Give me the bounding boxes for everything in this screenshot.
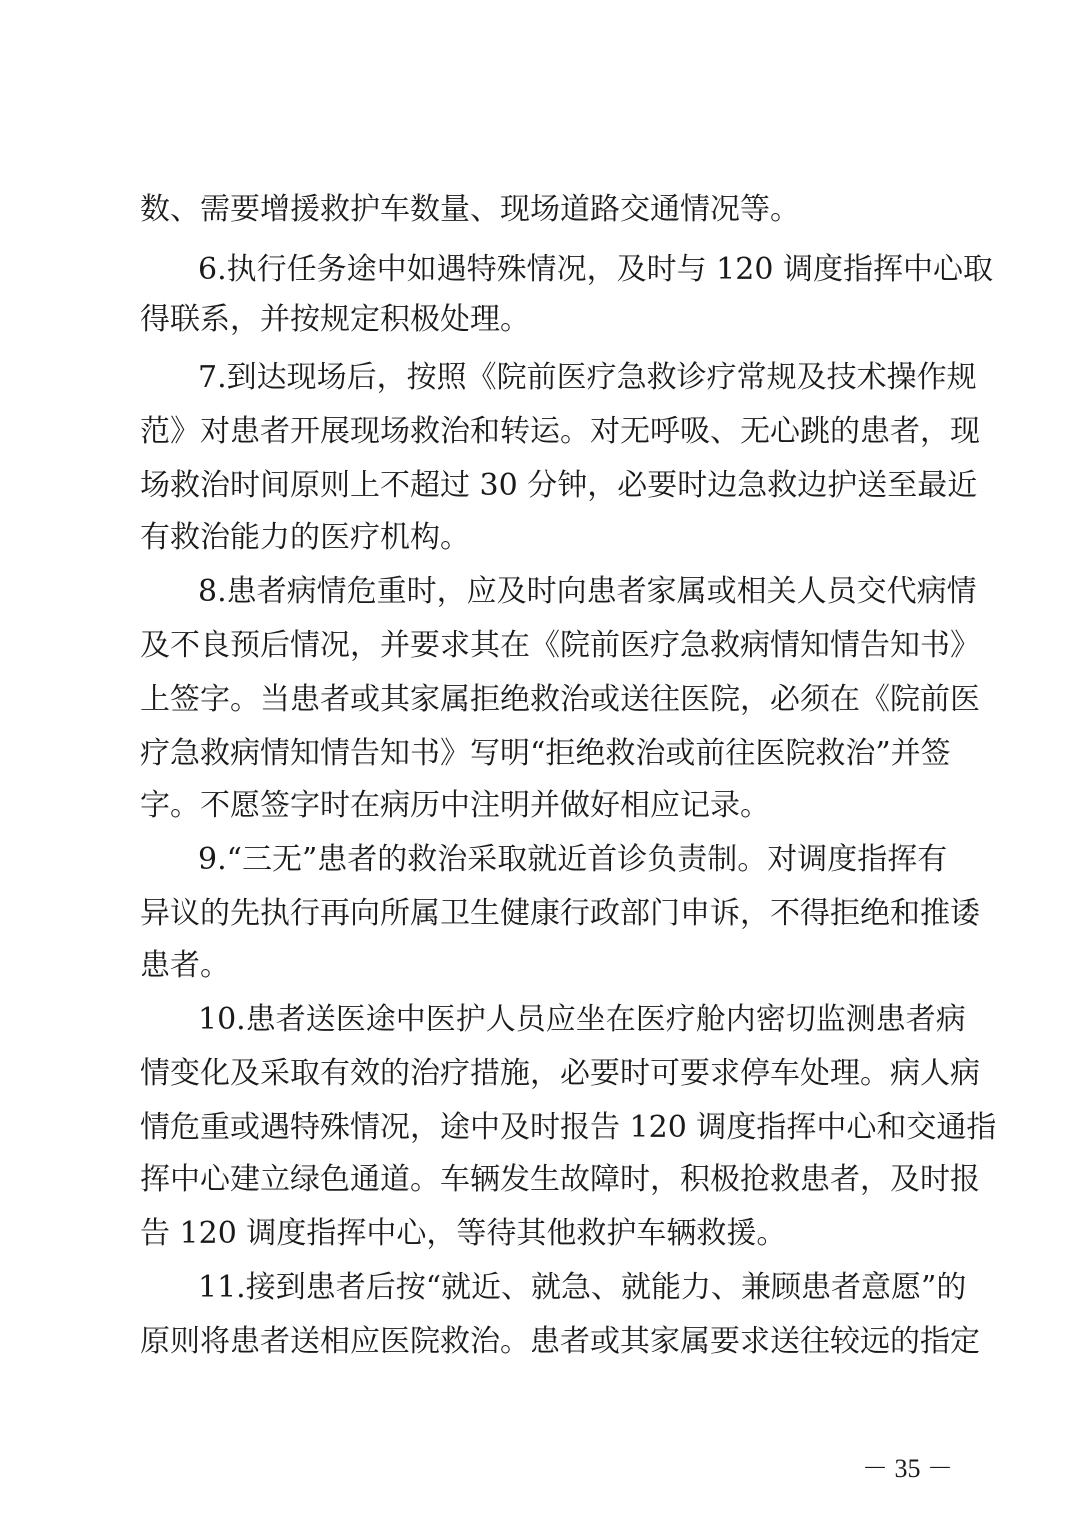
text-line: 范》对患者开展现场救治和转运。对无呼吸、无心跳的患者，现 [140,414,980,449]
text-line: 场救治时间原则上不超过 30 分钟，必要时边急救边护送至最近 [140,468,978,503]
text-line: 情危重或遇特殊情况，途中及时报告 120 调度指挥中心和交通指 [140,1110,997,1145]
text-line: 挥中心建立绿色通道。车辆发生故障时，积极抢救患者，及时报 [140,1162,980,1197]
text-line: 及不良预后情况，并要求其在《院前医疗急救病情知情告知书》 [140,628,980,663]
text-line: 告 120 调度指挥中心，等待其他救护车辆救援。 [140,1216,787,1251]
text-line: 患者。 [140,948,230,983]
text-line: 上签字。当患者或其家属拒绝救治或送往医院，必须在《院前医 [140,682,980,717]
text-line: 6.执行任务途中如遇特殊情况，及时与 120 调度指挥中心取 [198,252,993,287]
text-line: 数、需要增援救护车数量、现场道路交通情况等。 [140,192,800,227]
text-line: 9.“三无”患者的救治采取就近首诊负责制。对调度指挥有 [198,842,948,877]
text-line: 异议的先执行再向所属卫生健康行政部门申诉，不得拒绝和推诿 [140,896,980,931]
text-line: 有救治能力的医疗机构。 [140,520,470,555]
text-line: 疗急救病情知情告知书》写明“拒绝救治或前往医院救治”并签 [140,736,951,771]
text-line: 7.到达现场后，按照《院前医疗急救诊疗常规及技术操作规 [198,360,977,395]
text-line: 10.患者送医途中医护人员应坐在医疗舱内密切监测患者病 [198,1002,966,1037]
page-number: － 35 － [862,1454,954,1483]
text-line: 11.接到患者后按“就近、就急、就能力、兼顾患者意愿”的 [198,1270,967,1305]
text-line: 8.患者病情危重时，应及时向患者家属或相关人员交代病情 [198,574,977,609]
text-line: 原则将患者送相应医院救治。患者或其家属要求送往较远的指定 [140,1324,980,1359]
text-line: 得联系，并按规定积极处理。 [140,302,530,337]
text-line: 字。不愿签字时在病历中注明并做好相应记录。 [140,788,770,823]
text-line: 情变化及采取有效的治疗措施，必要时可要求停车处理。病人病 [140,1056,980,1091]
